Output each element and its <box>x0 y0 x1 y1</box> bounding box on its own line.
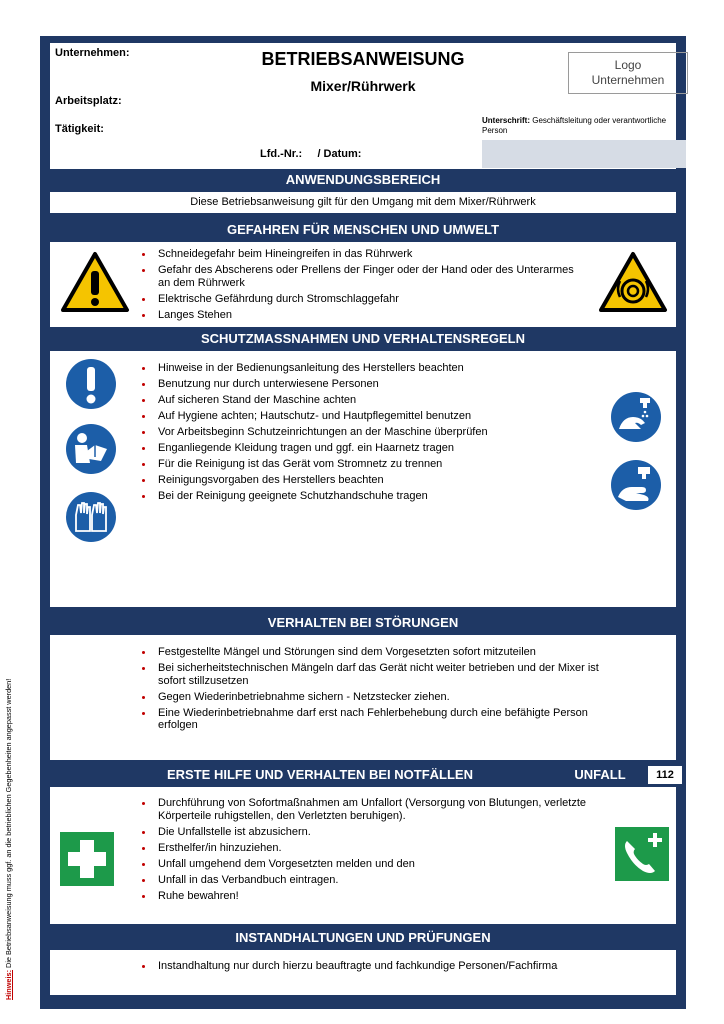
list-item: Enganliegende Kleidung tragen und ggf. ein Haarnetz tragen <box>140 442 590 455</box>
list-item: Ruhe bewahren! <box>140 890 600 903</box>
signature-caption <box>482 116 682 136</box>
list-item: Festgestellte Mängel und Störungen sind dem Vorgesetzten sofort mitzuteilen <box>140 646 600 659</box>
activity-label: Tätigkeit: <box>55 123 104 135</box>
list-item: Durchführung von Sofortmaßnahmen am Unfallort (Versorgung von Blutungen, verletzte Körperteile ruhigstellen, den Verletzten beruhigen). <box>140 797 600 822</box>
first-aid-bar <box>50 765 676 785</box>
first-aid-heading: ERSTE HILFE UND VERHALTEN BEI NOTFÄLLEN <box>167 767 473 782</box>
protection-panel <box>50 351 676 607</box>
logo-line-1: Logo <box>614 58 642 72</box>
faults-heading: VERHALTEN BEI STÖRUNGEN <box>267 615 459 630</box>
list-item: Auf sicheren Stand der Maschine achten <box>140 394 590 407</box>
side-note-prefix: Hinweis: <box>4 969 13 1000</box>
list-item: Unfall umgehend dem Vorgesetzten melden und den <box>140 858 600 871</box>
company-label: Unternehmen: <box>55 47 130 59</box>
list-item: Langes Stehen <box>140 309 580 322</box>
signature-text: Geschäftsleitung oder verantwortliche Person <box>482 116 667 135</box>
list-item: Reinigungsvorgaben des Herstellers beachten <box>140 474 590 487</box>
mandatory-general-icon <box>65 358 117 410</box>
list-item: Die Unfallstelle ist abzusichern. <box>140 826 600 839</box>
read-manual-icon <box>65 423 117 475</box>
list-item: Schneidegefahr beim Hineingreifen in das Rührwerk <box>140 248 580 261</box>
emergency-number: 112 <box>648 766 682 784</box>
scope-text: Diese Betriebsanweisung gilt für den Umgang mit dem Mixer/Rührwerk <box>190 196 536 208</box>
rotating-parts-warning-icon <box>598 251 668 313</box>
list-item: Eine Wiederinbetriebnahme darf erst nach Fehlerbehebung durch eine befähigte Person erfolgen <box>140 707 600 732</box>
first-aid-list <box>140 797 600 906</box>
emergency-phone-icon <box>615 827 669 881</box>
list-item: Elektrische Gefährdung durch Stromschlaggefahr <box>140 293 580 306</box>
number-date-label: Lfd.-Nr.: / Datum: <box>260 148 362 160</box>
hazards-list <box>140 248 580 325</box>
hazards-panel <box>50 242 676 327</box>
unfall-label: UNFALL <box>574 767 626 782</box>
first-aid-panel <box>50 787 676 924</box>
list-item: Für die Reinigung ist das Gerät vom Stromnetz zu trennen <box>140 458 590 471</box>
list-item: Vor Arbeitsbeginn Schutzeinrichtungen an der Maschine überprüfen <box>140 426 590 439</box>
wash-hands-icon <box>610 391 662 443</box>
scope-panel <box>50 192 676 213</box>
list-item: Ersthelfer/in hinzuziehen. <box>140 842 600 855</box>
faults-panel <box>50 635 676 760</box>
workplace-label: Arbeitsplatz: <box>55 95 122 107</box>
scope-heading: ANWENDUNGSBEREICH <box>285 172 441 187</box>
wear-gloves-icon <box>65 491 117 543</box>
general-warning-icon <box>60 251 130 313</box>
list-item: Gegen Wiederinbetriebnahme sichern - Netzstecker ziehen. <box>140 691 600 704</box>
maintenance-heading: INSTANDHALTUNGEN UND PRÜFUNGEN <box>235 930 491 945</box>
document-frame <box>40 36 686 1009</box>
faults-list <box>140 646 600 735</box>
company-logo-placeholder <box>568 52 688 94</box>
list-item: Instandhaltung nur durch hierzu beauftragte und fachkundige Personen/Fachfirma <box>140 960 660 973</box>
protection-list <box>140 362 590 506</box>
list-item: Gefahr des Abscherens oder Prellens der Finger oder der Hand oder des Unterarmes an dem Rührwerk <box>140 264 580 289</box>
maintenance-list <box>140 960 660 976</box>
maintenance-panel <box>50 950 676 995</box>
hazards-heading: GEFAHREN FÜR MENSCHEN UND UMWELT <box>226 222 500 237</box>
list-item: Bei der Reinigung geeignete Schutzhandschuhe tragen <box>140 490 590 503</box>
signature-label: Unterschrift: <box>482 116 531 125</box>
side-note <box>0 0 13 1000</box>
list-item: Benutzung nur durch unterwiesene Personen <box>140 378 590 391</box>
logo-line-2: Unternehmen <box>591 73 665 87</box>
signature-field[interactable] <box>482 140 686 168</box>
list-item: Unfall in das Verbandbuch eintragen. <box>140 874 600 887</box>
list-item: Hinweise in der Bedienungsanleitung des Herstellers beachten <box>140 362 590 375</box>
list-item: Auf Hygiene achten; Hautschutz- und Hautpflegemittel benutzen <box>140 410 590 423</box>
first-aid-cross-icon <box>60 832 114 886</box>
hand-protection-cream-icon <box>610 459 662 511</box>
side-note-text: Die Betriebsanweisung muss ggf. an die betrieblichen Gegebenheiten angepasst werden! <box>4 678 13 970</box>
protection-heading: SCHUTZMASSNAHMEN UND VERHALTENSREGELN <box>200 331 526 346</box>
header-panel <box>50 43 676 169</box>
document-subtitle: Mixer/Rührwerk <box>310 78 416 94</box>
list-item: Bei sicherheitstechnischen Mängeln darf das Gerät nicht weiter betrieben und der Mixer ist sofort stillzusetzen <box>140 662 600 687</box>
document-title: BETRIEBSANWEISUNG <box>261 49 465 69</box>
